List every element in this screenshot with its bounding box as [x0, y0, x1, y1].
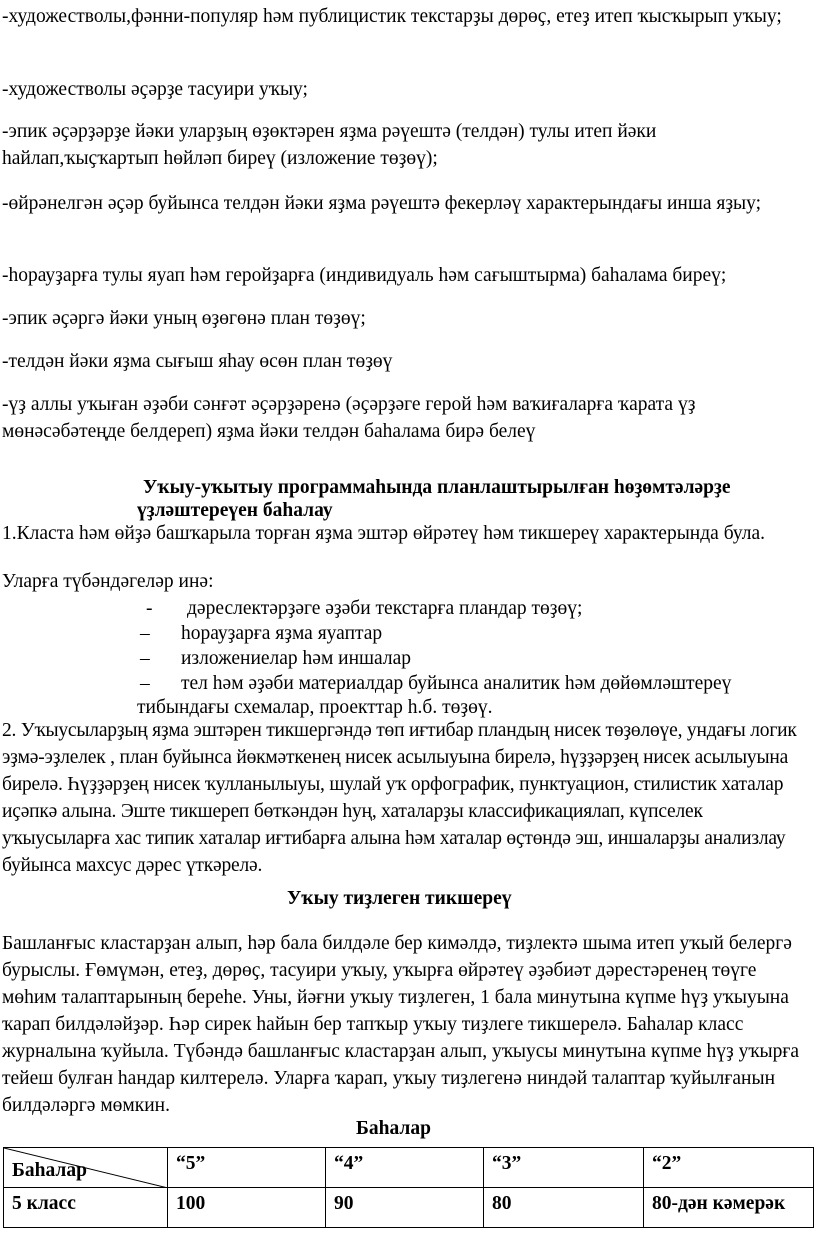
dash-list-item	[146, 595, 806, 622]
list-item: -эпик әҫәрҙәрҙе йәки уларҙың өҙөктәрен яҙма рәүештә (телдән) тулы итеп йәки һайлап,ҡыҫҡартып һөйләп биреү (изложение төҙөү);	[2, 121, 657, 169]
dash-list-item	[140, 645, 800, 672]
table-header-cell	[4, 1148, 168, 1188]
table-header-cell: “3”	[484, 1148, 644, 1188]
list-item: -һорауҙарға тулы яуап һәм геройҙарға (индивидуаль һәм сағыштырма) баһалама биреү;	[2, 265, 727, 286]
table-header-label: Баһалар	[12, 1160, 87, 1181]
table-caption: Баһалар	[356, 1118, 431, 1139]
list-item: -эпик әҫәргә йәки уның өҙөгөнә план төҙөү;	[2, 308, 366, 329]
dash-list-item	[140, 670, 800, 697]
paragraph: 1.Класта һәм өйҙә башҡарыла торған яҙма эштәр өйрәтеү һәм тикшереү характерында була.	[2, 523, 766, 544]
grades-table	[3, 1147, 814, 1228]
list-item: -телдән йәки яҙма сығыш яһау өсөн план төҙөү	[2, 351, 393, 372]
section-heading: Уҡыу-уҡытыу программаһында планлаштырылған һөҙөмтәләрҙе	[143, 477, 731, 498]
list-item: -художестволы,фәнни-популяр һәм публицистик текстарҙы дөрөҫ, етеҙ итеп ҡысҡырып уҡыу;	[2, 6, 782, 27]
table-row	[4, 1188, 814, 1228]
paragraph: 2. Уҡыусыларҙың яҙма эштәрен тикшергәндә төп иғтибар пландың нисек төҙөлөүе, ундағы логик эҙмә-эҙлелек , план буйынса йөкмәткенең нисек асылыуына бирелә, һүҙҙәрҙең нисек асылыуына бирелә. Һүҙҙәрҙең нисек ҡулланылыуы, шулай уҡ орфографик, пунктуацион, стилистик хаталар иҫәпкә алына. Эште тикшереп бөткәндән һуң, хаталарҙы классификациялап, күпселек уҡыусыларға хас типик хаталар иғтибарға алына һәм хаталар өҫтөндә эш, иншаларҙы анализлау буйынса махсус дәрес үткәрелә.	[2, 720, 797, 876]
table-cell: 100	[168, 1188, 326, 1228]
dash-item-text: тел һәм әҙәби материалдар буйынса аналитик һәм дөйөмләштереү	[181, 673, 732, 694]
dash-marker: –	[140, 673, 150, 694]
dash-marker: –	[140, 623, 150, 644]
list-item: -үҙ аллы уҡыған әҙәби сәнғәт әҫәрҙәренә (әҫәрҙәге герой һәм ваҡиғаларға ҡарата үҙ мөнәсәбәтеңде белдереп) яҙма йәки телдән баһалама бирә белеү	[2, 394, 696, 442]
dash-marker: -	[146, 598, 153, 619]
table-header-cell: “2”	[644, 1148, 814, 1188]
section-heading: Уҡыу тиҙлеген тикшереү	[287, 888, 512, 909]
table-cell: 80-дән кәмерәк	[644, 1188, 814, 1228]
table-cell: 90	[326, 1188, 484, 1228]
dash-item-text: изложениелар һәм иншалар	[181, 648, 412, 669]
table-header-row	[4, 1148, 814, 1188]
table-cell: 5 класс	[4, 1188, 168, 1228]
section-heading-continued: үҙләштереүен баһалау	[137, 500, 333, 521]
paragraph: Башланғыс кластарҙан алып, һәр бала билдәле бер кимәлдә, тиҙлектә шыма итеп уҡый белергә бурыслы. Ғөмүмән, етеҙ, дөрөҫ, тасуири уҡыу, уҡырға өйрәтеү әҙәбиәт дәрестәренең төүге мөһим талаптарының береһе. Уны, йәғни уҡыу тиҙлеген, 1 бала минутына күпме һүҙ уҡыуына ҡарап билдәләйҙәр. Һәр сирек һайын бер тапҡыр уҡыу тиҙлеге тикшерелә. Баһалар класс журналына ҡуйыла. Түбәндә башланғыс кластарҙан алып, уҡыусы минутына күпме һүҙ уҡырға тейеш булған һандар килтерелә. Уларға ҡарап, уҡыу тиҙлегенә ниндәй талаптар ҡуйылғанын билдәләргә мөмкин.	[2, 933, 799, 1116]
dash-item-text: дәреслектәрҙәге әҙәби текстарға пландар төҙөү;	[187, 598, 583, 619]
list-item: -өйрәнелгән әҫәр буйынса телдән йәки яҙма рәүештә фекерләү характерындағы инша яҙыу;	[2, 193, 762, 214]
paragraph: Уларға түбәндәгеләр инә:	[2, 571, 214, 592]
table-cell: 80	[484, 1188, 644, 1228]
list-item: -художестволы әҫәрҙе тасуири уҡыу;	[2, 79, 308, 100]
dash-item-text: һорауҙарға яҙма яуаптар	[181, 623, 383, 644]
dash-list-item	[140, 620, 800, 647]
dash-marker: –	[140, 648, 150, 669]
table-header-cell: “4”	[326, 1148, 484, 1188]
dash-item-continuation: тибындағы схемалар, проекттар һ.б. төҙөү.	[137, 697, 493, 718]
table-header-cell: “5”	[168, 1148, 326, 1188]
